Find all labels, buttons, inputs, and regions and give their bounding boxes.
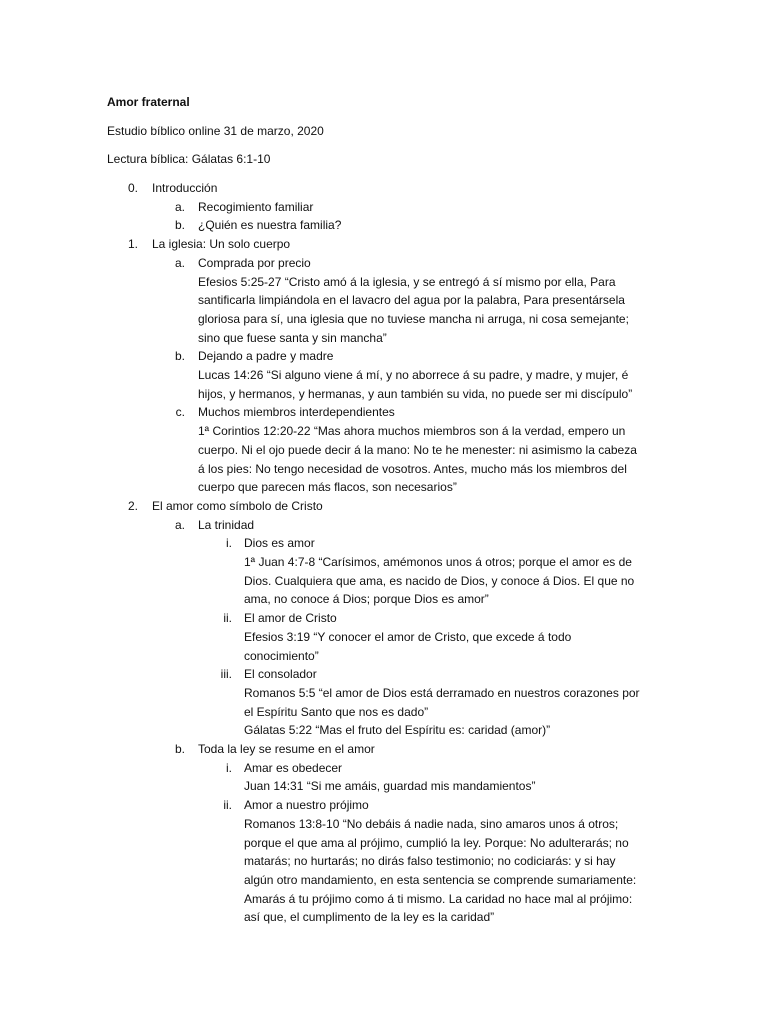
list-item-text: porque el que ama al prójimo, cumplió la ley. Porque: No adulterarás; no — [244, 835, 629, 850]
list-marker: i. — [226, 536, 232, 551]
list-item-heading: Introducción — [152, 181, 218, 195]
list-item-text: 1ª Corintios 12:20-22 “Mas ahora muchos miembros son á la verdad, empero un — [198, 424, 626, 439]
list-marker: a. — [174, 255, 185, 270]
list-item-heading: El amor de Cristo — [244, 611, 337, 626]
list-item-heading: La trinidad — [198, 517, 255, 532]
list-marker: b. — [174, 218, 185, 233]
list-marker: ii. — [223, 611, 232, 626]
list-item-heading: Amor a nuestro prójimo — [244, 798, 369, 813]
list-item-text: Romanos 5:5 “el amor de Dios está derramado en nuestros corazones por — [244, 685, 640, 700]
list-marker: 0. — [127, 181, 138, 195]
list-item-heading: El amor como símbolo de Cristo — [152, 498, 323, 513]
list-item-heading: Amar es obedecer — [244, 760, 343, 775]
list-item-heading: Dios es amor — [244, 536, 315, 551]
list-marker: b. — [174, 349, 185, 364]
list-marker: 2. — [127, 498, 138, 513]
list-item-text: Lucas 14:26 “Si alguno viene á mí, y no aborrece á su padre, y madre, y mujer, é — [198, 368, 629, 382]
document-title: Amor fraternal — [107, 95, 190, 109]
list-item-text: Juan 14:31 “Si me amáis, guardad mis mandamientos” — [244, 779, 536, 794]
list-item-text: cuerpo. Ni el ojo puede decir á la mano: No te he menester: ni asimismo la cabeza — [198, 442, 637, 457]
list-item-heading: La iglesia: Un solo cuerpo — [152, 237, 291, 252]
list-item-heading: ¿Quién es nuestra familia? — [198, 218, 342, 233]
list-item-heading: Toda la ley se resume en el amor — [198, 742, 375, 756]
list-item-text: Efesios 5:25-27 “Cristo amó á la iglesia, y se entregó á sí mismo por ella, Para — [198, 274, 616, 289]
list-marker: iii. — [220, 667, 232, 682]
list-item-heading: Recogimiento familiar — [198, 199, 314, 214]
list-marker: 1. — [127, 237, 138, 252]
list-item-heading: Comprada por precio — [198, 255, 311, 270]
list-marker: a. — [174, 199, 185, 214]
list-item-heading: El consolador — [244, 667, 317, 682]
list-item-heading: Muchos miembros interdependientes — [198, 405, 395, 420]
list-item-text: á los pies: No tengo necesidad de vosotros. Antes, mucho más los miembros del — [198, 461, 627, 476]
list-item-text: el Espíritu Santo que nos es dado” — [244, 704, 429, 719]
list-item-text: Efesios 3:19 “Y conocer el amor de Cristo, que excede á todo — [244, 629, 572, 644]
list-item-text: cuerpo que parecen más flacos, son necesarios” — [198, 480, 457, 495]
list-item-text: matarás; no hurtarás; no dirás falso testimonio; no codiciarás: y si hay — [244, 854, 616, 869]
list-marker: i. — [226, 760, 232, 775]
list-item-heading: Dejando a padre y madre — [198, 349, 334, 364]
list-item-text: hijos, y hermanos, y hermanas, y aun también su vida, no puede ser mi discípulo” — [198, 386, 633, 401]
list-item-text: 1ª Juan 4:7-8 “Carísimos, amémonos unos á otros; porque el amor es de — [244, 555, 632, 569]
list-marker: ii. — [223, 798, 232, 813]
list-item-text: algún otro mandamiento, en esta sentencia se comprende sumariamente: — [244, 872, 637, 887]
list-item-text: así que, el cumplimento de la ley es la caridad” — [244, 910, 495, 925]
list-marker: a. — [174, 517, 185, 532]
list-item-text: gloriosa para sí, una iglesia que no tuviese mancha ni arruga, ni cosa semejante; — [198, 311, 629, 326]
list-item-text: Amarás á tu prójimo como á ti mismo. La caridad no hace mal al prójimo: — [244, 891, 633, 906]
list-item-text: conocimiento” — [244, 648, 319, 663]
list-item-text: ama, no conoce á Dios; porque Dios es amor” — [244, 592, 489, 607]
list-marker: b. — [174, 742, 185, 756]
document-reading: Lectura bíblica: Gálatas 6:1-10 — [107, 152, 271, 166]
list-item-text: Dios. Cualquiera que ama, es nacido de Dios, y conoce á Dios. El que no — [244, 573, 635, 588]
list-marker: c. — [175, 405, 185, 420]
list-item-text: sino que fuese santa y sin mancha” — [198, 330, 387, 345]
document-subtitle: Estudio bíblico online 31 de marzo, 2020 — [107, 124, 324, 138]
list-item-text: santificarla limpiándola en el lavacro del agua por la palabra, Para presentársela — [198, 293, 625, 308]
list-item-text: Romanos 13:8-10 “No debáis á nadie nada, sino amaros unos á otros; — [244, 816, 619, 831]
list-item-text: Gálatas 5:22 “Mas el fruto del Espíritu es: caridad (amor)” — [244, 723, 551, 738]
